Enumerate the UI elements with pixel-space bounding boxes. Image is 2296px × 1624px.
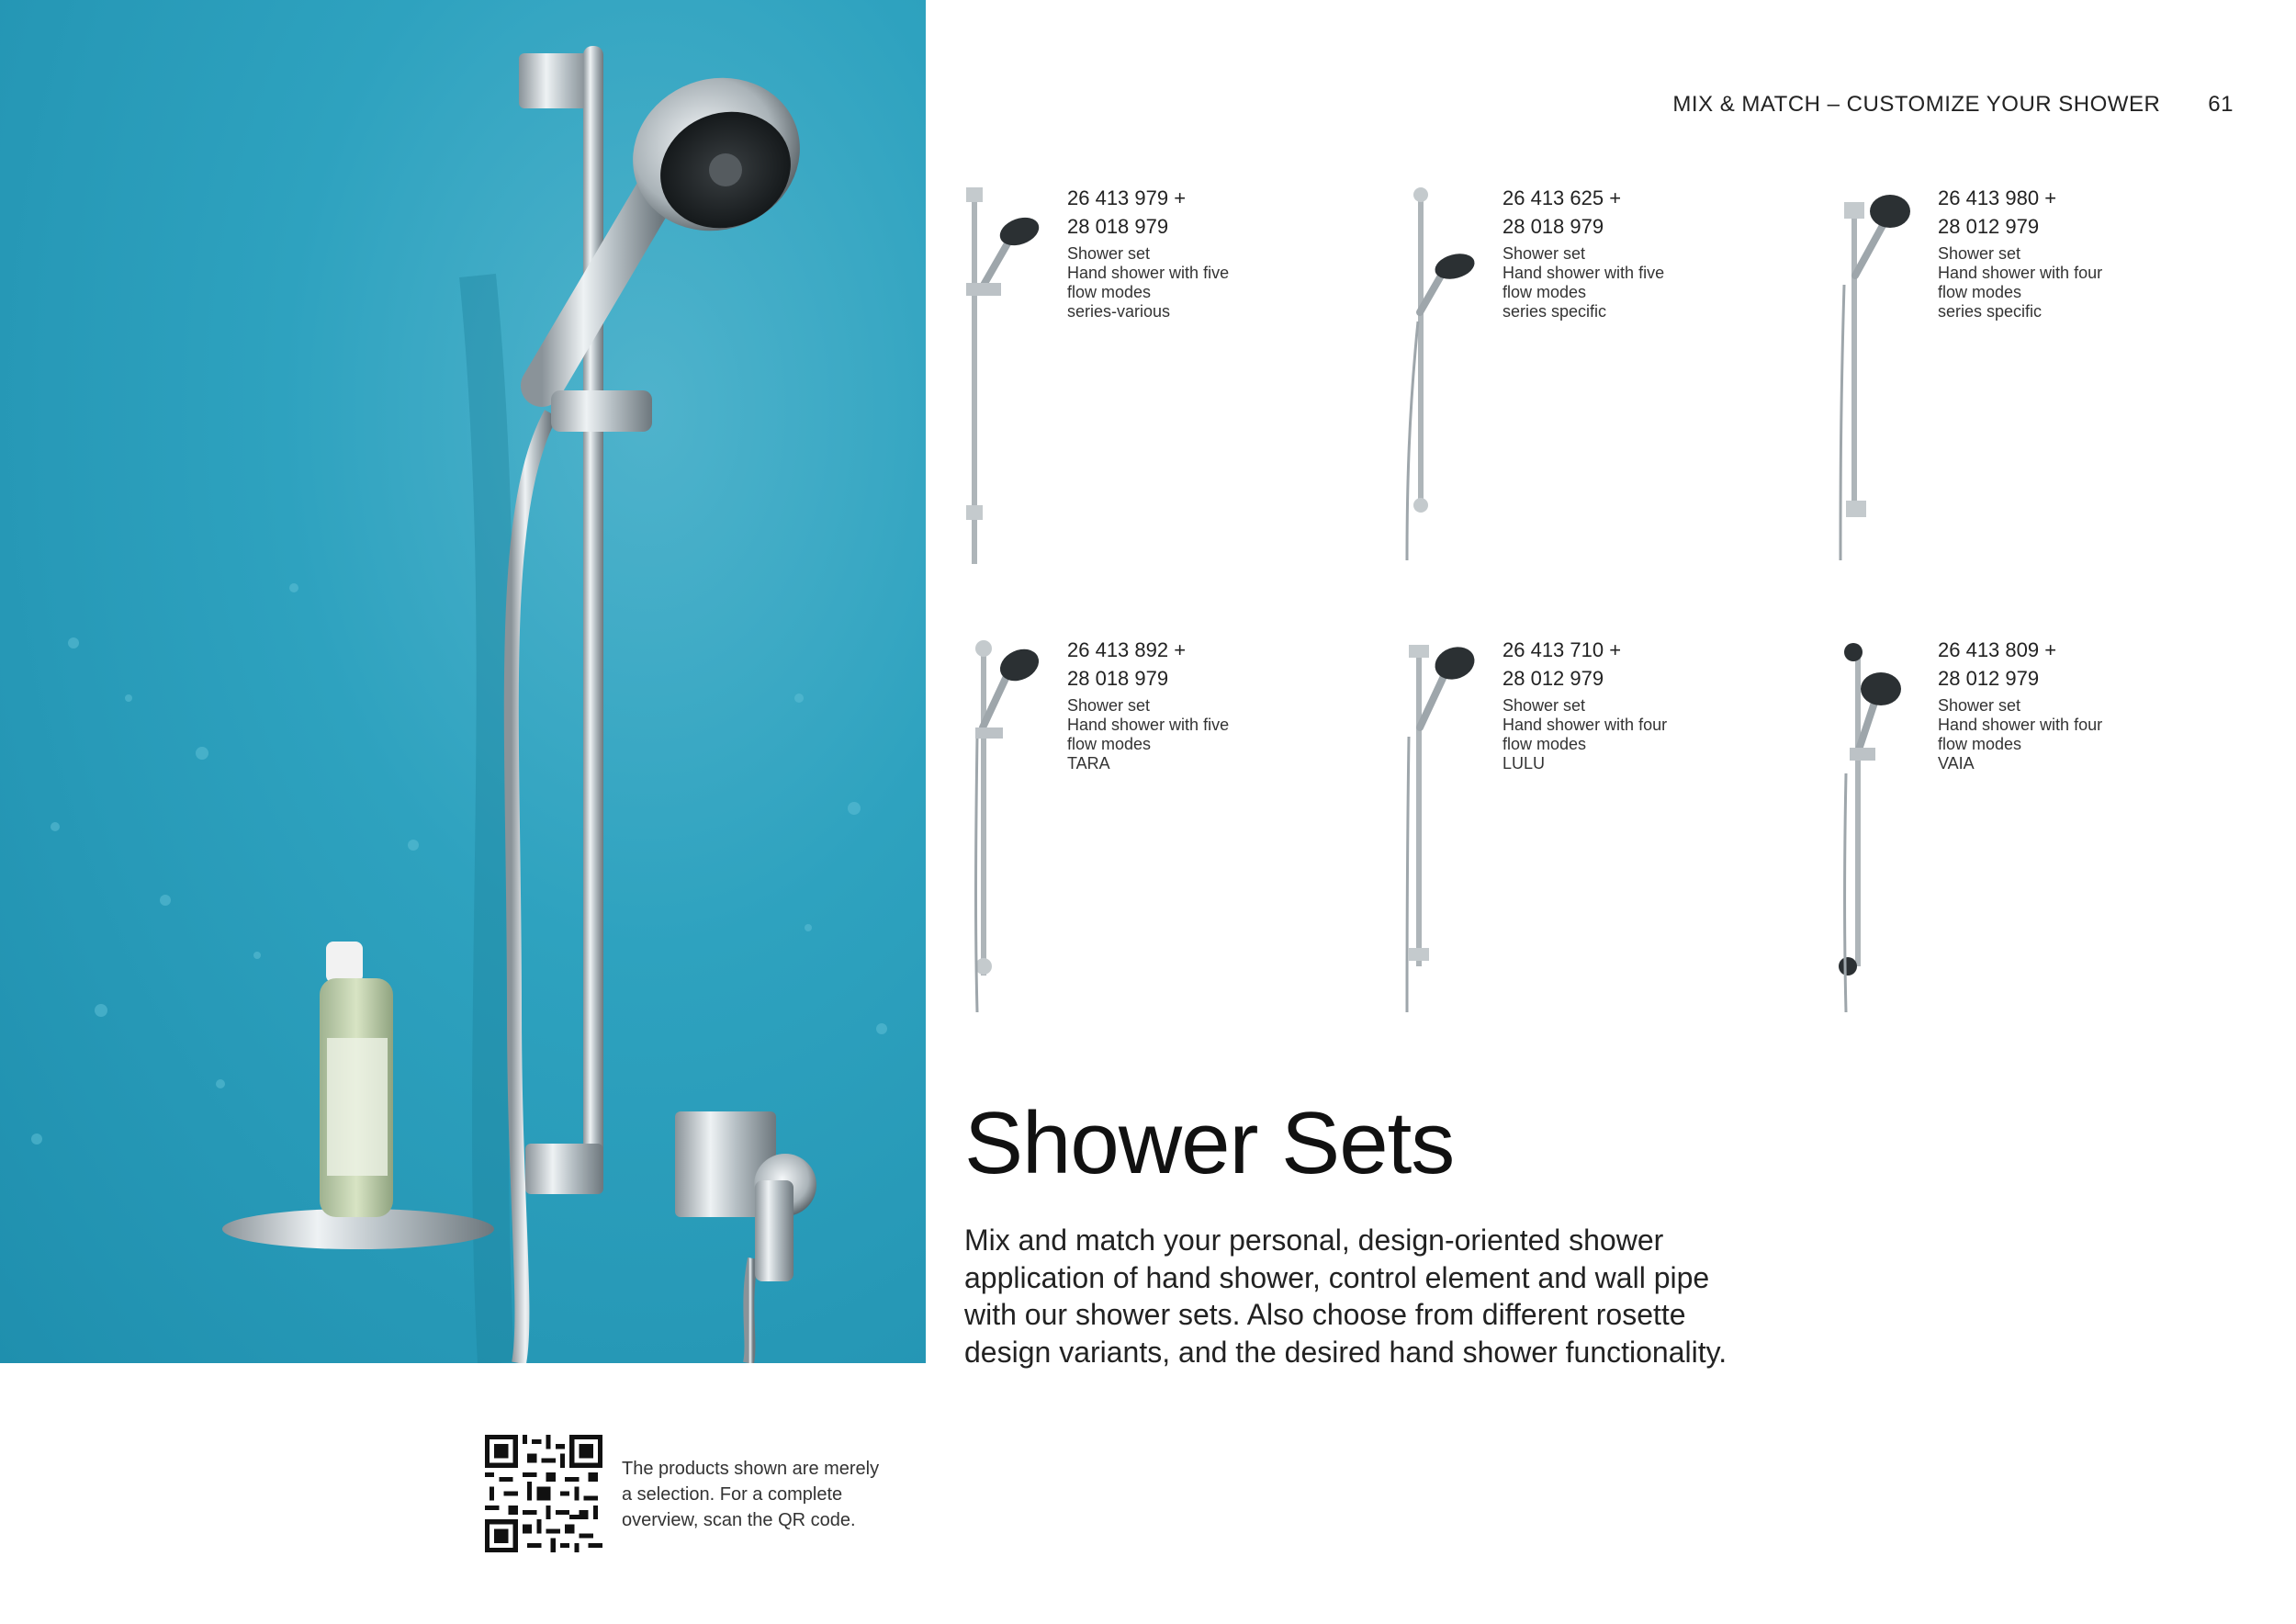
product-code: 28 012 979 [1938, 667, 2040, 690]
product-desc-line: Hand shower with four [1503, 716, 1668, 734]
intro-line: with our shower sets. Also choose from different rosette [964, 1298, 1686, 1331]
product-code: 28 018 979 [1067, 215, 1169, 238]
product-desc-line: flow modes [1503, 283, 1587, 301]
product-card[interactable] [964, 636, 1396, 1021]
product-desc-line: flow modes [1938, 283, 2022, 301]
product-desc-line: Shower set [1067, 696, 1151, 715]
qr-code-icon[interactable] [485, 1435, 602, 1552]
shower-photo [0, 0, 926, 1363]
product-code: 26 413 710 + [1503, 638, 1622, 661]
product-desc-line: flow modes [1938, 735, 2022, 753]
product-desc-line: series specific [1503, 302, 1607, 321]
product-desc-line: Hand shower with five [1503, 264, 1665, 282]
product-desc-line: TARA [1067, 754, 1110, 773]
intro-paragraph [964, 1222, 1864, 1370]
product-desc-line: LULU [1503, 754, 1546, 773]
product-code: 26 413 980 + [1938, 186, 2057, 209]
product-code: 26 413 892 + [1067, 638, 1187, 661]
intro-line: design variants, and the desired hand shower functionality. [964, 1335, 1728, 1369]
product-desc-line: flow modes [1503, 735, 1587, 753]
section-title: MIX & MATCH – CUSTOMIZE YOUR SHOWER [1672, 92, 2161, 117]
page-header [1672, 92, 2234, 118]
shower-set-icon [1400, 184, 1501, 570]
qr-note-line: overview, scan the QR code. [622, 1510, 856, 1530]
product-desc-line: series-various [1067, 302, 1171, 321]
product-card[interactable] [1835, 184, 2267, 570]
product-desc-line: Hand shower with four [1938, 716, 2103, 734]
product-desc-line: VAIA [1938, 754, 1975, 773]
shower-set-icon [1400, 636, 1501, 1021]
intro-line: Mix and match your personal, design-oriented shower [964, 1224, 1664, 1257]
shower-set-icon [1835, 636, 1936, 1021]
slide-rail [583, 46, 603, 1194]
product-desc-line: Hand shower with five [1067, 716, 1230, 734]
page-number: 61 [2208, 92, 2234, 117]
product-desc-line: Hand shower with five [1067, 264, 1230, 282]
product-desc-line: series specific [1938, 302, 2043, 321]
shower-set-icon [964, 184, 1065, 570]
product-desc-line: flow modes [1067, 735, 1152, 753]
qr-note-line: The products shown are merely [622, 1459, 880, 1479]
product-desc-line: Shower set [1938, 244, 2021, 263]
product-desc-line: Shower set [1503, 696, 1586, 715]
bottom-bracket [525, 1144, 603, 1194]
product-card[interactable] [1400, 184, 1831, 570]
product-code: 26 413 979 + [1067, 186, 1187, 209]
product-code: 28 012 979 [1503, 667, 1604, 690]
shower-photo-illustration [0, 0, 926, 1363]
product-desc-line: Hand shower with four [1938, 264, 2103, 282]
product-code: 26 413 625 + [1503, 186, 1622, 209]
page-title: Shower Sets [964, 1094, 1455, 1192]
product-code: 28 018 979 [1067, 667, 1169, 690]
product-card[interactable] [1400, 636, 1831, 1021]
product-desc-line: flow modes [1067, 283, 1152, 301]
product-code: 28 018 979 [1503, 215, 1604, 238]
product-card[interactable] [964, 184, 1396, 570]
product-desc-line: Shower set [1067, 244, 1151, 263]
product-code: 26 413 809 + [1938, 638, 2057, 661]
qr-note-line: a selection. For a complete [622, 1484, 843, 1505]
intro-line: application of hand shower, control element and wall pipe [964, 1260, 1710, 1294]
shower-holder [551, 390, 652, 432]
qr-note [622, 1456, 934, 1533]
product-code: 28 012 979 [1938, 215, 2040, 238]
shower-set-icon [1835, 184, 1936, 570]
shower-hose [512, 413, 551, 1363]
product-card[interactable] [1835, 636, 2267, 1021]
product-desc-line: Shower set [1503, 244, 1586, 263]
product-desc-line: Shower set [1938, 696, 2021, 715]
shower-set-icon [964, 636, 1065, 1021]
